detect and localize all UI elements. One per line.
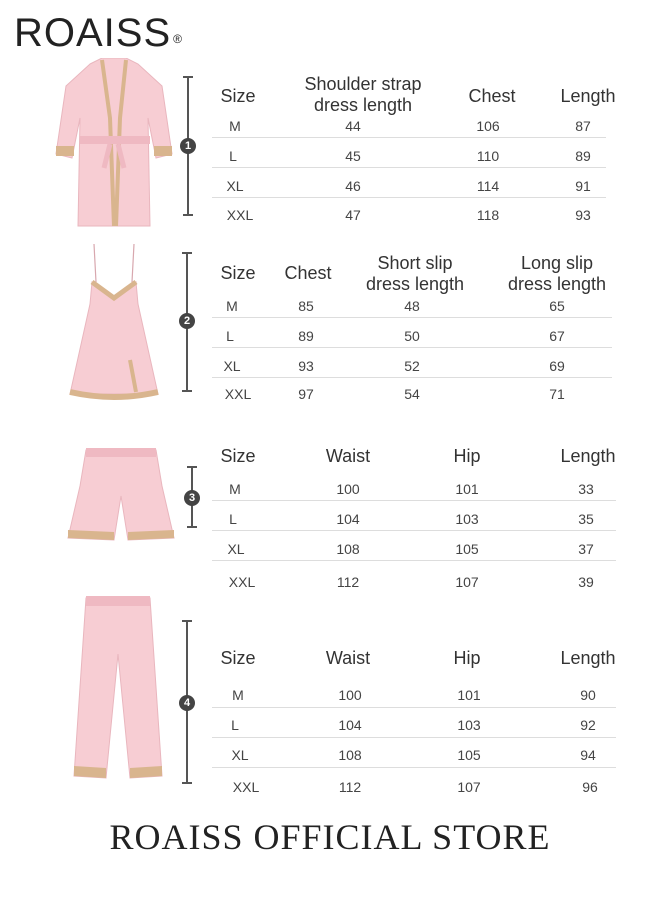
- cell-length: 35: [578, 511, 594, 527]
- col-header-size: Size: [220, 648, 256, 668]
- cell-hip: 105: [455, 541, 479, 557]
- col-header-chest: Chest: [468, 86, 516, 106]
- cell-length: 96: [582, 779, 598, 795]
- cell-chest: 110: [476, 148, 500, 164]
- col-header-shoulder-strap: Shoulder strap dress length: [304, 74, 422, 115]
- cell-size: XXL: [232, 779, 260, 795]
- col-header-length: Length: [560, 446, 616, 466]
- col-header-waist: Waist: [325, 648, 371, 668]
- cell-waist: 100: [336, 481, 360, 497]
- cell-length: 39: [578, 574, 594, 590]
- col-header-size: Size: [220, 86, 256, 106]
- cell-shoulder: 45: [345, 148, 361, 164]
- cell-length: 33: [578, 481, 594, 497]
- row-divider: [212, 560, 616, 561]
- col-header-short-slip: Short slip dress length: [365, 253, 465, 294]
- section-badge: 4: [179, 695, 195, 711]
- cell-short-slip: 54: [404, 386, 420, 402]
- cell-short-slip: 52: [404, 358, 420, 374]
- cell-hip: 107: [455, 574, 479, 590]
- cell-waist: 100: [338, 687, 362, 703]
- col-header-hip: Hip: [453, 446, 481, 466]
- cell-length: 90: [580, 687, 596, 703]
- pants-icon: [68, 594, 168, 786]
- cell-length: 37: [578, 541, 594, 557]
- robe-icon: [52, 58, 176, 234]
- cell-shoulder: 44: [345, 118, 361, 134]
- brand-logo-text: ROAISS: [14, 11, 172, 55]
- cell-waist: 108: [338, 747, 362, 763]
- cell-size: XL: [227, 541, 245, 557]
- cell-chest: 118: [476, 207, 500, 223]
- cell-length: 94: [580, 747, 596, 763]
- cell-size: XXL: [226, 207, 254, 223]
- col-header-hip: Hip: [453, 648, 481, 668]
- cell-size: M: [229, 118, 241, 134]
- cell-short-slip: 50: [404, 328, 420, 344]
- section-badge: 2: [179, 313, 195, 329]
- cell-size: M: [232, 687, 244, 703]
- row-divider: [212, 767, 616, 768]
- cell-length: 91: [575, 178, 591, 194]
- row-divider: [212, 707, 616, 708]
- row-divider: [212, 377, 612, 378]
- row-divider: [212, 137, 606, 138]
- cell-hip: 101: [457, 687, 481, 703]
- cell-waist: 112: [338, 779, 362, 795]
- cell-shoulder: 46: [345, 178, 361, 194]
- shorts-icon: [62, 446, 180, 546]
- cell-long-slip: 71: [549, 386, 565, 402]
- cell-waist: 104: [338, 717, 362, 733]
- cell-hip: 103: [457, 717, 481, 733]
- cell-long-slip: 69: [549, 358, 565, 374]
- cell-chest: 106: [476, 118, 500, 134]
- cell-long-slip: 65: [549, 298, 565, 314]
- col-header-length: Length: [560, 648, 616, 668]
- cell-size: M: [226, 298, 238, 314]
- cell-size: XXL: [224, 386, 252, 402]
- cell-size: XL: [226, 178, 244, 194]
- col-header-size: Size: [220, 263, 256, 283]
- cell-chest: 85: [298, 298, 314, 314]
- slip-dress-icon: [66, 242, 162, 402]
- section-badge: 3: [184, 490, 200, 506]
- brand-logo: [14, 6, 183, 60]
- row-divider: [212, 197, 606, 198]
- col-header-waist: Waist: [325, 446, 371, 466]
- cell-hip: 105: [457, 747, 481, 763]
- cell-size: XL: [223, 358, 241, 374]
- cell-size: L: [229, 148, 237, 164]
- cell-shoulder: 47: [345, 207, 361, 223]
- registered-mark: ®: [173, 32, 183, 46]
- col-header-long-slip: Long slip dress length: [507, 253, 607, 294]
- cell-chest: 97: [298, 386, 314, 402]
- store-footer: ROAISS OFFICIAL STORE: [109, 817, 551, 857]
- row-divider: [212, 737, 616, 738]
- cell-size: L: [226, 328, 234, 344]
- col-header-size: Size: [220, 446, 256, 466]
- cell-size: L: [231, 717, 239, 733]
- cell-hip: 107: [457, 779, 481, 795]
- col-header-length: Length: [560, 86, 616, 106]
- cell-waist: 112: [336, 574, 360, 590]
- length-ruler: [188, 466, 196, 528]
- row-divider: [212, 317, 612, 318]
- cell-waist: 108: [336, 541, 360, 557]
- cell-size: XL: [231, 747, 249, 763]
- length-ruler: [184, 76, 192, 216]
- length-ruler: [183, 620, 191, 784]
- cell-length: 87: [575, 118, 591, 134]
- cell-long-slip: 67: [549, 328, 565, 344]
- cell-chest: 114: [476, 178, 500, 194]
- cell-length: 92: [580, 717, 596, 733]
- row-divider: [212, 167, 606, 168]
- length-ruler: [183, 252, 191, 392]
- cell-size: XXL: [228, 574, 256, 590]
- cell-size: M: [229, 481, 241, 497]
- row-divider: [212, 347, 612, 348]
- row-divider: [212, 530, 616, 531]
- cell-length: 93: [575, 207, 591, 223]
- section-badge: 1: [180, 138, 196, 154]
- cell-hip: 101: [455, 481, 479, 497]
- cell-chest: 93: [298, 358, 314, 374]
- row-divider: [212, 500, 616, 501]
- cell-length: 89: [575, 148, 591, 164]
- col-header-chest: Chest: [284, 263, 332, 283]
- cell-hip: 103: [455, 511, 479, 527]
- cell-chest: 89: [298, 328, 314, 344]
- cell-short-slip: 48: [404, 298, 420, 314]
- cell-size: L: [229, 511, 237, 527]
- cell-waist: 104: [336, 511, 360, 527]
